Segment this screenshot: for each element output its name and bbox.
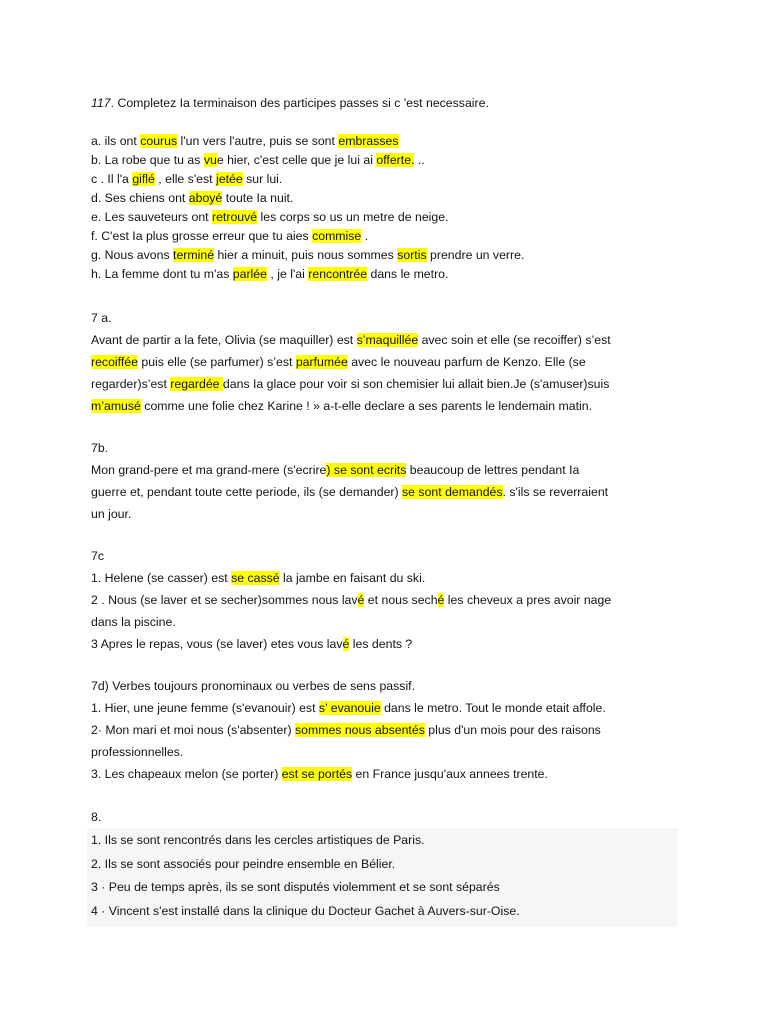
highlighted-answer: giflé (132, 172, 155, 186)
text-line (91, 227, 677, 246)
text-segment: professionnelles. (91, 745, 184, 759)
text-line (91, 151, 677, 170)
highlighted-answer: se cassé (231, 571, 280, 585)
section-heading: 7 a. (91, 311, 112, 325)
paragraph (91, 697, 677, 785)
text-segment: les cheveux a pres avoir nage (444, 593, 612, 607)
text-segment: toute Ia nuit. (222, 191, 294, 205)
text-segment: .. (414, 153, 425, 167)
text-segment: . s'ils se reverraient (502, 485, 609, 499)
text-segment: plus d'un mois pour des raisons (424, 723, 601, 737)
exercise-title: 117. Completez Ia terminaison des participes passes si c 'est necessaire. (91, 96, 489, 110)
text-segment: en France jusqu'aux annees trente. (352, 767, 548, 781)
highlighted-answer: se sont demandés (402, 485, 503, 499)
text-line (91, 132, 677, 151)
highlighted-answer: retrouvé (212, 210, 258, 224)
list-item: 1. Ils se sont rencontrés dans les cercles artistiques de Paris. (91, 833, 425, 847)
text-segment: prendre un verre. (426, 248, 525, 262)
text-segment: puis elle (se parfumer) s’est (137, 355, 296, 369)
text-line (91, 611, 677, 633)
list-item: 2. Ils se sont associés pour peindre ensemble en Bélier. (91, 856, 396, 871)
text-segment: a. ils ont (91, 134, 141, 148)
paragraph (91, 459, 677, 525)
highlighted-answer: parlée (232, 267, 267, 281)
text-segment: 2 . Nous (se laver et se secher)sommes nous lav (91, 593, 358, 607)
highlighted-answer: sortis (397, 248, 427, 262)
text-segment: les dents ? (349, 637, 413, 651)
text-line (91, 633, 677, 655)
text-segment: sur lui. (242, 172, 283, 186)
text-segment: Mon grand-pere et ma grand-mere (s'ecrire (91, 463, 327, 477)
text-segment: Avant de partir a la fete, Olivia (se maquiller) est (91, 333, 357, 347)
highlighted-answer: terminé (173, 248, 215, 262)
text-segment: , je l'ai (266, 267, 309, 281)
text-segment: avec le nouveau parfum de Kenzo. Elle (se (347, 355, 586, 369)
exercise-8-heading: 8. (91, 810, 102, 824)
highlighted-answer: rencontrée (308, 267, 368, 281)
exercise-lines (91, 132, 677, 284)
exercise-8-list (87, 828, 678, 927)
text-segment: b. La robe que tu as (91, 153, 204, 167)
text-segment: e. Les sauveteurs ont (91, 210, 212, 224)
highlighted-answer: é (342, 637, 350, 651)
exercise-7c (91, 545, 677, 655)
highlighted-answer: aboyé (188, 191, 223, 205)
text-line (91, 719, 677, 741)
text-segment: guerre et, pendant toute cette periode, ils (se demander) (91, 485, 403, 499)
text-line (91, 373, 677, 395)
text-segment: . (361, 229, 369, 243)
text-segment: g. Nous avons (91, 248, 174, 262)
text-segment: h. La femme dont tu m'as (91, 267, 233, 281)
text-segment: l'un vers l'autre, puis se sont (177, 134, 339, 148)
text-segment: la jambe en faisant du ski. (279, 571, 426, 585)
highlighted-answer: s’ evanouie (318, 701, 381, 715)
text-segment: , elle s'est (154, 172, 216, 186)
text-segment: 1. Helene (se casser) est (91, 571, 232, 585)
text-line (91, 189, 677, 208)
highlighted-answer: embrasses (338, 134, 399, 148)
text-segment: avec soin et elle (se recoiffer) s’est (418, 333, 611, 347)
highlighted-answer: parfumée (295, 355, 348, 369)
text-segment: les corps so us un metre de neige. (257, 210, 449, 224)
text-segment: d. Ses chiens ont (91, 191, 189, 205)
text-segment: regarder)s’est (91, 377, 171, 391)
text-segment: f. C'est Ia plus grosse erreur que tu aies (91, 229, 313, 243)
section-heading: 7d) Verbes toujours pronominaux ou verbes de sens passif. (91, 679, 416, 693)
text-line (91, 567, 677, 589)
highlighted-answer: courus (140, 134, 178, 148)
highlighted-answer: é (357, 593, 365, 607)
text-line (91, 459, 677, 481)
exercise-7b (91, 437, 677, 525)
paragraph (91, 567, 677, 655)
highlighted-answer: sommes nous absentés (294, 723, 425, 737)
text-segment: 1. Hier, une jeune femme (s'evanouir) est (91, 701, 319, 715)
text-line (91, 503, 677, 525)
paragraph (91, 329, 677, 417)
text-segment: 2· Mon mari et moi nous (s'absenter) (91, 723, 295, 737)
list-item: 3 · Peu de temps après, ils se sont disputés violemment et se sont séparés (91, 880, 500, 894)
text-segment: dans Ia glace pour voir si son chemisier lui allait bien.Je (s'amuser)suis (222, 377, 610, 391)
text-segment: et nous sech (364, 593, 438, 607)
highlighted-answer: vu (203, 153, 217, 167)
text-line (91, 763, 677, 785)
section-heading: 7c (91, 549, 104, 563)
text-segment: c . Il l'a (91, 172, 133, 186)
text-line (91, 481, 677, 503)
text-segment: dans le metro. Tout le monde etait affole. (380, 701, 606, 715)
highlighted-answer: jetée (216, 172, 243, 186)
text-line (91, 170, 677, 189)
text-segment: dans la piscine. (91, 615, 176, 629)
text-segment: un jour. (91, 507, 132, 521)
text-line (91, 246, 677, 265)
highlighted-answer: ) se sont ecrits (326, 463, 407, 477)
text-line (91, 265, 677, 284)
highlighted-answer: est se portés (281, 767, 353, 781)
exercise-7a (91, 307, 677, 417)
highlighted-answer: s’maquillée (356, 333, 419, 347)
exercise-number: 117 (91, 96, 111, 110)
text-segment: 3. Les chapeaux melon (se porter) (91, 767, 282, 781)
text-line (91, 208, 677, 227)
text-segment: 3 Apres le repas, vous (se laver) etes vous lav (91, 637, 343, 651)
text-line (91, 741, 677, 763)
text-line (91, 589, 677, 611)
text-line (91, 395, 677, 417)
highlighted-answer: recoiffée (91, 355, 138, 369)
text-line (91, 351, 677, 373)
text-segment: dans le metro. (367, 267, 449, 281)
section-heading: 7b. (91, 441, 109, 455)
highlighted-answer: commise (312, 229, 362, 243)
text-line (91, 329, 677, 351)
highlighted-answer: m’amusé (91, 399, 141, 413)
highlighted-answer: offerte. (376, 153, 415, 167)
list-item: 4 · Vincent s'est installé dans la clinique du Docteur Gachet à Auvers-sur-Oise. (91, 903, 520, 918)
text-line (91, 697, 677, 719)
highlighted-answer: regardée (170, 377, 223, 391)
text-segment: e hier, c'est celle que je lui ai (216, 153, 377, 167)
exercise-7d (91, 675, 677, 785)
highlighted-answer: é (437, 593, 445, 607)
text-segment: hier a minuit, puis nous sommes (214, 248, 398, 262)
text-segment: comme une folie chez Karine ! » a-t-elle declare a ses parents le lendemain matin. (140, 399, 593, 413)
exercise-117 (91, 94, 677, 284)
text-segment: beaucoup de lettres pendant Ia (406, 463, 580, 477)
